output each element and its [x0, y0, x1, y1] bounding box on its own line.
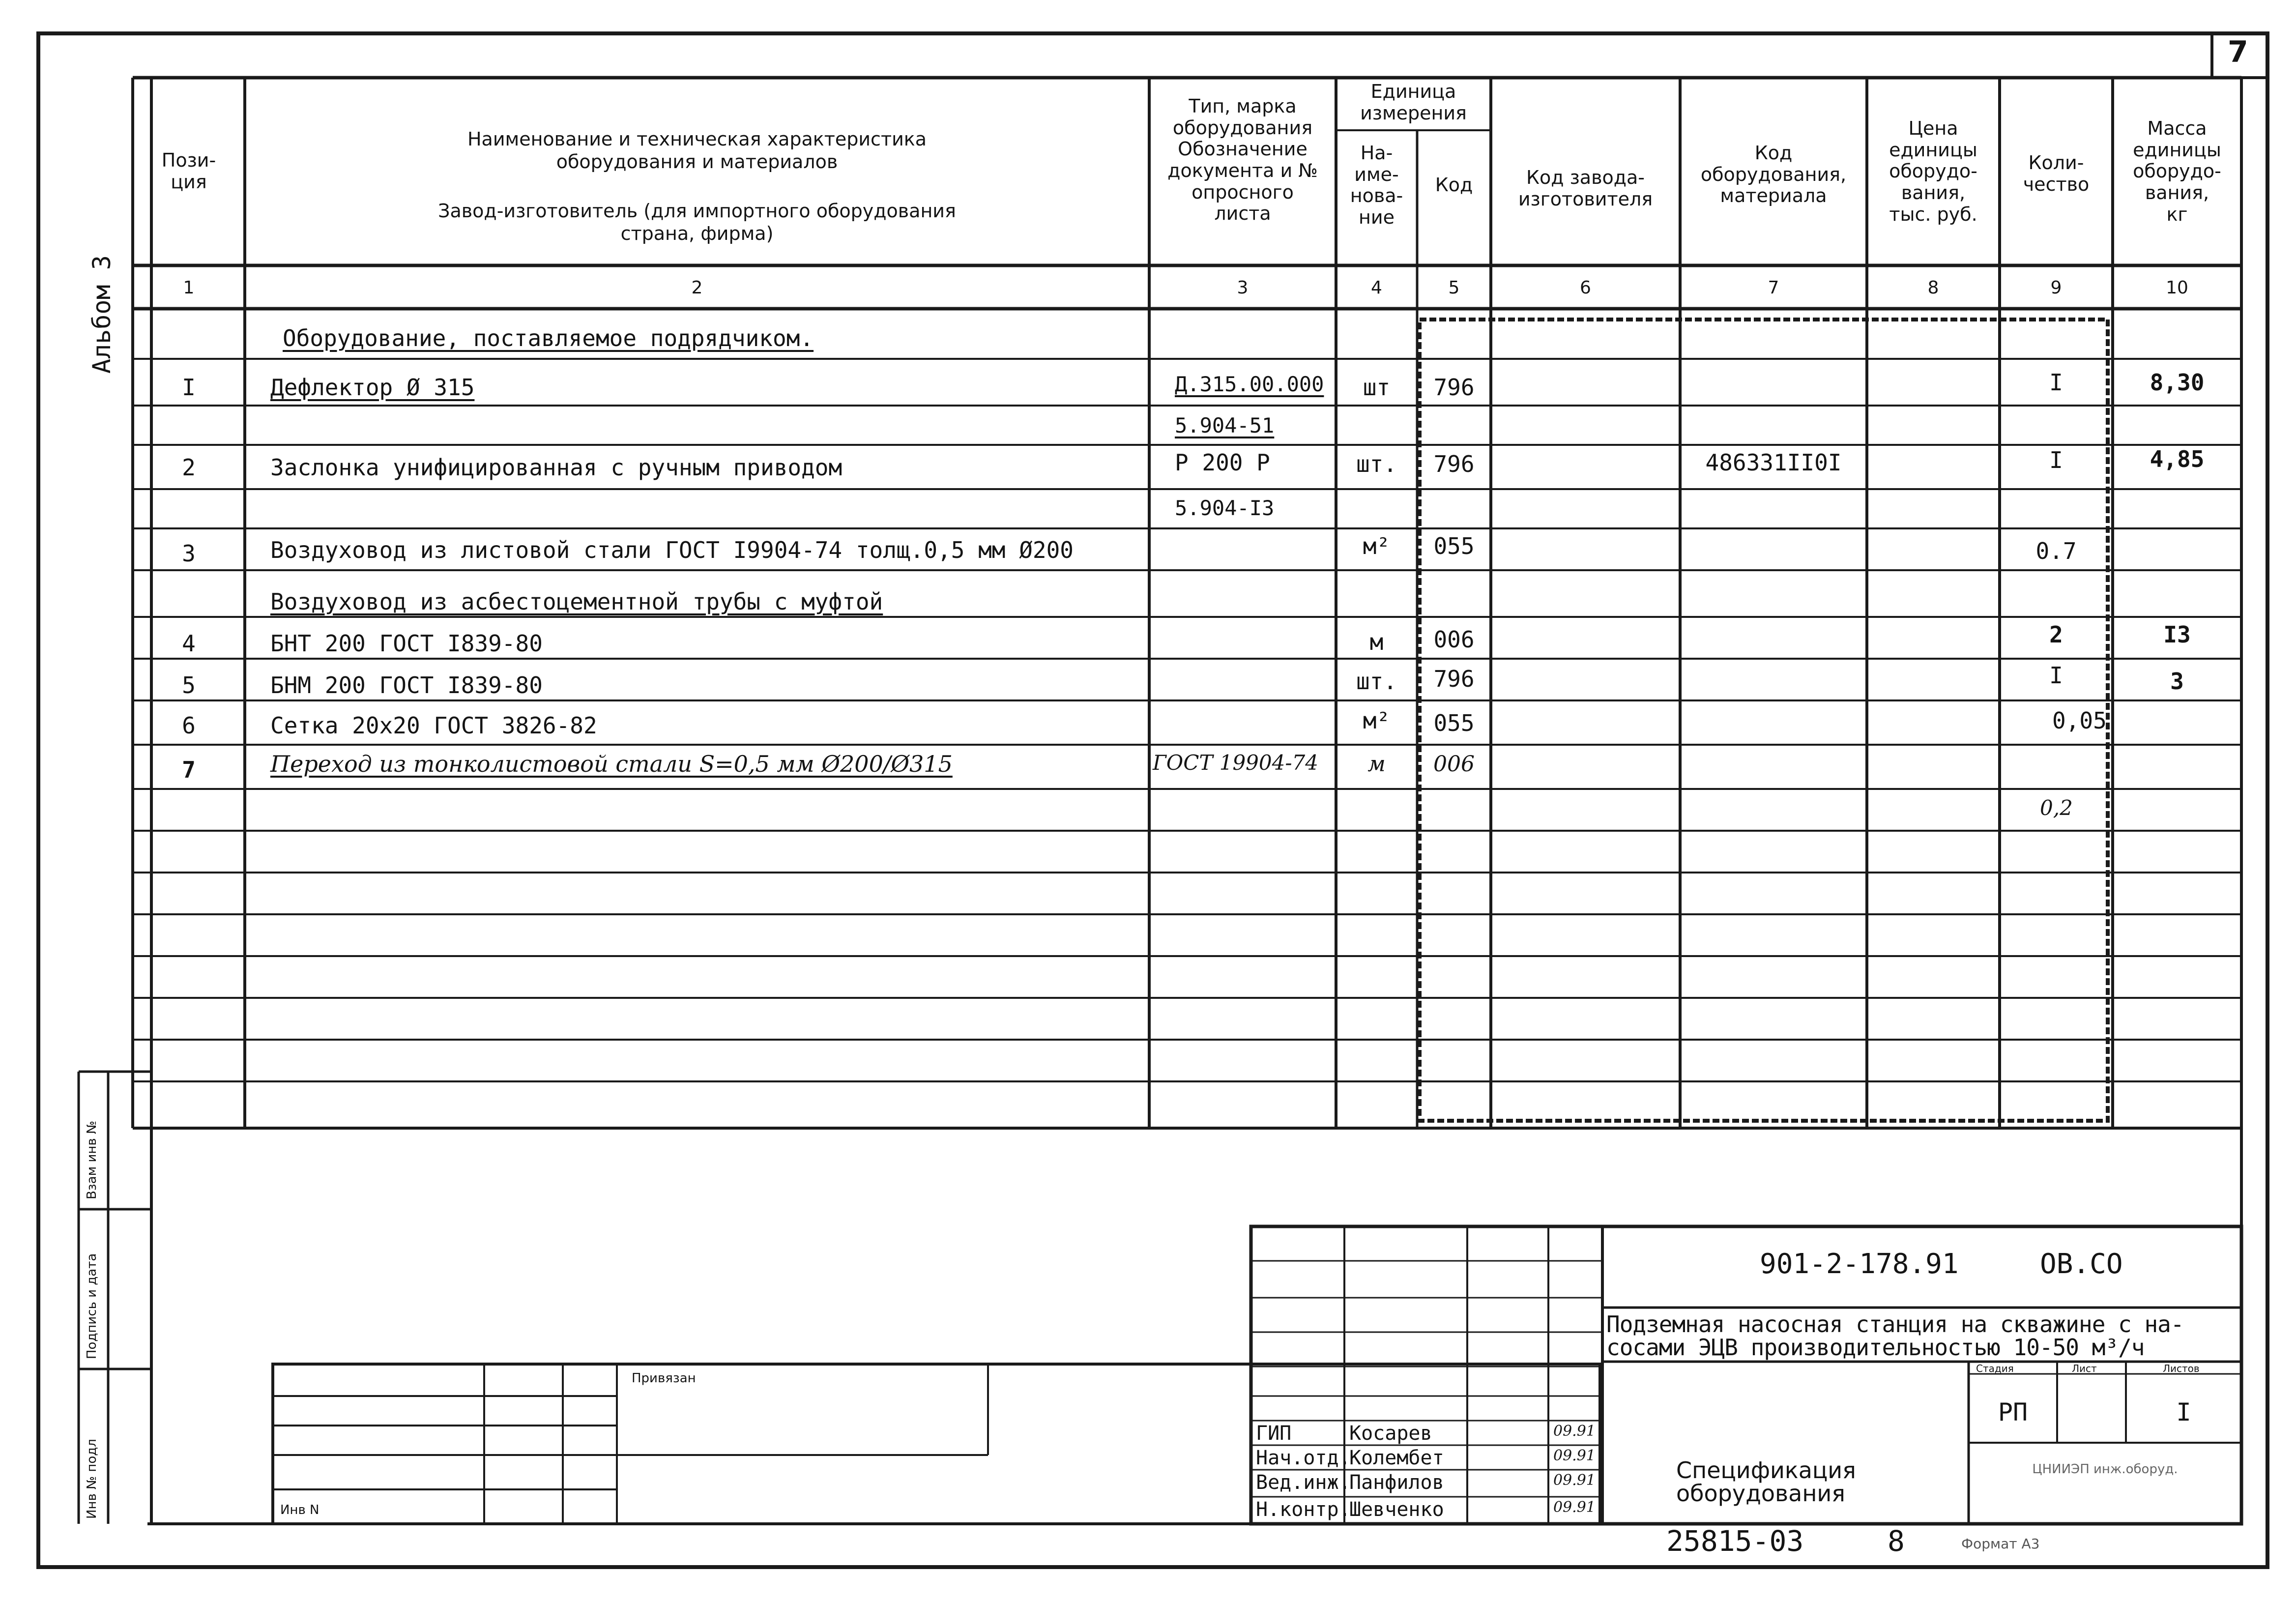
r4-title: Воздуховод из асбестоцементной трубы с муфтой [270, 588, 883, 615]
doc-title-2: оборудования [1676, 1480, 1845, 1507]
r4-unit: м [1369, 629, 1384, 655]
col-num-6: 6 [1580, 278, 1591, 298]
signer-2-name: Колембет [1349, 1447, 1444, 1469]
header-name-1: Наименование и техническая характеристика [467, 128, 927, 150]
r7-qty: 0,2 [2040, 796, 2073, 820]
stage-value: РП [1998, 1398, 2028, 1426]
header-name-3: Завод-изготовитель (для импортного оборудования [438, 200, 956, 222]
col-num-7: 7 [1768, 278, 1779, 298]
r4-pos: 4 [182, 630, 196, 657]
r5-name: БНМ 200 ГОСТ I839-80 [270, 672, 543, 699]
signer-1-date: 09.91 [1553, 1423, 1596, 1440]
privyazan-label: Привязан [632, 1371, 696, 1386]
header-name-4: страна, фирма) [620, 223, 774, 244]
col-num-2: 2 [691, 278, 703, 298]
r5-code: 796 [1433, 666, 1475, 692]
r4-mass: I3 [2163, 621, 2191, 648]
r2-type: Р 200 Р [1175, 449, 1270, 476]
header-qty: Коли- чество [2023, 152, 2090, 195]
col-num-8: 8 [1927, 278, 1939, 298]
r5-unit: шт. [1356, 668, 1397, 695]
sheet-no-value: I [2176, 1398, 2191, 1426]
signer-1-name: Косарев [1349, 1422, 1432, 1445]
doc-code: 901-2-178.91 [1760, 1248, 1959, 1280]
signer-2-role: Нач.отд. [1256, 1447, 1351, 1469]
r4-name: БНТ 200 ГОСТ I839-80 [270, 630, 543, 657]
col-num-5: 5 [1448, 278, 1460, 298]
format-label: Формат А3 [1961, 1536, 2040, 1552]
r6-name: Сетка 20х20 ГОСТ 3826-82 [270, 712, 597, 739]
r5-qty: I [2049, 662, 2063, 689]
header-unit-code: Код [1435, 174, 1473, 196]
project-line-2: сосами ЭЦВ производительностью 10-50 м³/ч [1606, 1334, 2145, 1361]
r3-unit: м² [1363, 533, 1391, 559]
col-num-3: 3 [1237, 278, 1249, 298]
signer-3-date: 09.91 [1553, 1472, 1596, 1489]
r2-pos: 2 [182, 454, 196, 481]
header-mass: Масса единицы оборудо- вания, кг [2133, 117, 2221, 225]
doc-mark: ОВ.СО [2040, 1248, 2123, 1280]
r7-unit: м [1367, 752, 1386, 777]
sheet-number: 7 [2228, 35, 2248, 69]
col-num-1: 1 [183, 278, 195, 298]
r1-unit: шт [1363, 374, 1391, 401]
signer-4-name: Шевченко [1349, 1498, 1444, 1521]
bottom-sheet: 8 [1888, 1524, 1905, 1558]
header-type: Тип, марка оборудования Обозначение документа и № опросного листа [1167, 95, 1318, 225]
r7-code: 006 [1433, 752, 1475, 777]
inv-n-label: Инв N [280, 1503, 320, 1517]
r2-type-top: 5.904-51 [1175, 413, 1275, 437]
r2-equip: 486331II0I [1705, 449, 1842, 476]
sheet-header: Лист [2072, 1363, 2097, 1374]
col-num-10: 10 [2166, 278, 2188, 298]
sheets-header: Листов [2163, 1363, 2200, 1374]
r6-code: 055 [1433, 710, 1475, 736]
r1-name: Дефлектор Ø 315 [270, 374, 475, 401]
r7-name: Переход из тонколистовой стали S=0,5 мм Ø200/Ø315 [270, 751, 953, 777]
r2-mass: 4,85 [2150, 446, 2205, 472]
header-plant-code: Код завода- изготовителя [1518, 167, 1653, 210]
signer-3-role: Вед.инж. [1256, 1471, 1351, 1494]
r1-qty: I [2049, 369, 2063, 396]
col-num-4: 4 [1371, 278, 1382, 298]
r1-mass: 8,30 [2150, 369, 2205, 396]
header-unit: Единица измерения [1360, 81, 1467, 124]
header-unit-name: На- име- нова- ние [1350, 142, 1403, 229]
col-num-9: 9 [2050, 278, 2062, 298]
r2-unit: шт. [1356, 451, 1397, 477]
r6-qty: 0,05 [2052, 707, 2107, 734]
org-name: ЦНИИЭП инж.оборуд. [2032, 1462, 2178, 1477]
header-pos: Пози- ция [161, 149, 216, 193]
album-label: Альбом 3 [87, 255, 116, 374]
signer-1-role: ГИП [1256, 1422, 1292, 1445]
r3-qty: 0.7 [2035, 538, 2077, 564]
header-name-2: оборудования и материалов [556, 151, 838, 173]
r7-pos: 7 [182, 757, 196, 783]
r6-unit: м² [1363, 707, 1391, 734]
header-equip-code: Код оборудования, материала [1700, 142, 1847, 207]
signer-4-date: 09.91 [1553, 1499, 1596, 1516]
r5-pos: 5 [182, 672, 196, 699]
stage-header: Стадия [1976, 1363, 2014, 1374]
r1-code: 796 [1433, 374, 1475, 401]
section-title: Оборудование, поставляемое подрядчиком. [283, 325, 814, 351]
r2-qty: I [2049, 447, 2063, 473]
r1-pos: I [182, 374, 196, 401]
r4-qty: 2 [2049, 621, 2063, 648]
signer-3-name: Панфилов [1349, 1471, 1444, 1494]
project-line-1: Подземная насосная станция на скважине с на- [1606, 1311, 2184, 1338]
r4-code: 006 [1433, 626, 1475, 653]
r6-pos: 6 [182, 712, 196, 739]
stamp-vzam-inv: Взам инв № [85, 1121, 99, 1199]
doc-title-1: Спецификация [1676, 1457, 1856, 1484]
r3-pos: 3 [182, 540, 196, 567]
r5-mass: 3 [2170, 668, 2184, 695]
signer-4-role: Н.контр. [1256, 1498, 1351, 1521]
r7-type: ГОСТ 19904-74 [1153, 751, 1318, 775]
r1-type: Д.315.00.000 [1175, 372, 1324, 396]
r3-type-top: 5.904-I3 [1175, 496, 1275, 520]
signer-2-date: 09.91 [1553, 1447, 1596, 1464]
bottom-number: 25815-03 [1666, 1524, 1804, 1558]
header-price: Цена единицы оборудо- вания, тыс. руб. [1889, 117, 1977, 225]
r2-name: Заслонка унифицированная с ручным приводом [270, 454, 843, 481]
stamp-inv-podl: Инв № подл [85, 1439, 99, 1519]
stamp-podpis-data: Подпись и дата [85, 1253, 99, 1359]
r2-code: 796 [1433, 451, 1475, 477]
r3-name: Воздуховод из листовой стали ГОСТ I9904-74 толщ.0,5 мм Ø200 [270, 537, 1074, 563]
r3-code: 055 [1433, 533, 1475, 559]
